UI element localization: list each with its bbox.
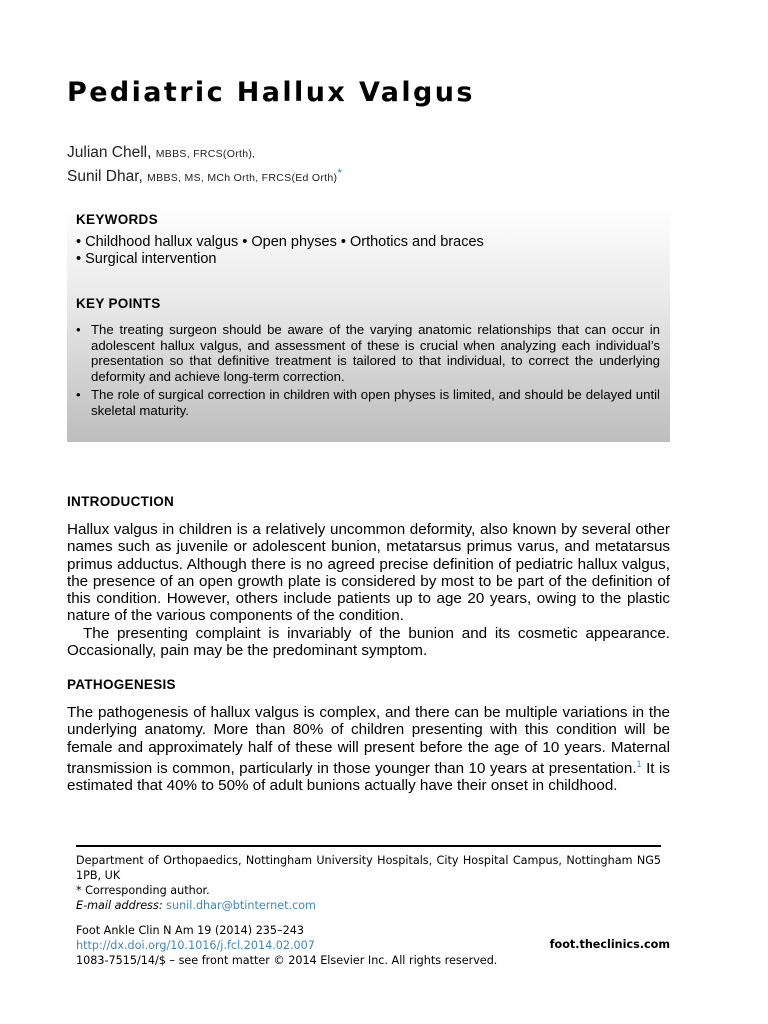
key-point-item: • The treating surgeon should be aware of the varying anatomic relationships that can occur in adolescent hallux valgus, and assessment of these is crucial when analyzing each individual’s presentation so that definitive treatment is tailored to that individual, to correct the underlying deformity and achieve long-term correction. — [76, 322, 660, 384]
key-point-item: • The role of surgical correction in children with open physes is limited, and should be delayed until skeletal maturity. — [76, 387, 660, 418]
author-name: Julian Chell, — [67, 144, 152, 161]
key-points-list — [76, 322, 660, 421]
author-credentials: MBBS, MS, MCh Orth, FRCS(Ed Orth) — [147, 172, 338, 184]
journal-citation: Foot Ankle Clin N Am 19 (2014) 235–243 — [76, 924, 304, 937]
copyright-line: 1083-7515/14/$ – see front matter © 2014 Elsevier Inc. All rights reserved. — [76, 954, 498, 967]
introduction-paragraph: Hallux valgus in children is a relatively uncommon deformity, also known by several other names such as juvenile or adolescent bunion, metatarsus primus varus, and metatarsus primus adductus. Although there is no agreed precise definition of pediatric hallux valgus, the presence of an open growth plate is considered by most to be part of the definition of this condition. However, others include patients up to age 20 years, owing to the plastic nature of the various components of the condition. — [67, 521, 670, 625]
keywords-line: • Childhood hallux valgus • Open physes • Orthotics and braces — [76, 234, 484, 250]
corresponding-note: * Corresponding author. — [76, 884, 210, 897]
email-line — [76, 898, 661, 913]
author-1 — [67, 143, 342, 164]
pathogenesis-paragraph — [67, 704, 670, 795]
key-points-heading: KEY POINTS — [76, 296, 161, 311]
keywords-heading: KEYWORDS — [76, 212, 158, 227]
journal-site[interactable]: foot.theclinics.com — [549, 938, 670, 951]
keywords-line: • Surgical intervention — [76, 251, 217, 267]
footnote-block — [76, 853, 661, 913]
article-title: Pediatric Hallux Valgus — [67, 77, 475, 108]
author-list — [67, 143, 342, 188]
email-link[interactable]: sunil.dhar@btinternet.com — [166, 899, 316, 912]
doi-link[interactable]: http://dx.doi.org/10.1016/j.fcl.2014.02.007 — [76, 939, 315, 952]
author-name: Sunil Dhar, — [67, 168, 143, 185]
footnote-divider — [76, 845, 661, 847]
pathogenesis-text: The pathogenesis of hallux valgus is complex, and there can be multiple variations in the underlying anatomy. More than 80% of children presenting with this condition will be female and approximately half of these will present before the age of 10 years. Maternal transmission is common, particularly in those younger than 10 years at presentation. — [67, 704, 670, 777]
pathogenesis-text: It is estimated that 40% to 50% of adult bunions actually have their onset in childhood. — [67, 759, 670, 795]
introduction-heading: INTRODUCTION — [67, 494, 175, 509]
affiliation: Department of Orthopaedics, Nottingham University Hospitals, City Hospital Campus, Nottingham NG5 1PB, UK — [76, 854, 661, 882]
introduction-paragraph: The presenting complaint is invariably of the bunion and its cosmetic appearance. Occasionally, pain may be the predominant symptom. — [67, 624, 670, 660]
corresponding-author-mark[interactable]: * — [337, 166, 342, 180]
author-2 — [67, 164, 342, 188]
author-credentials: MBBS, FRCS(Orth), — [155, 148, 256, 160]
email-label: E-mail address: — [76, 899, 163, 912]
introduction-text — [67, 521, 670, 659]
pathogenesis-heading: PATHOGENESIS — [67, 677, 176, 692]
reference-link[interactable]: 1 — [636, 758, 642, 769]
keywords-keypoints-box — [67, 205, 670, 442]
